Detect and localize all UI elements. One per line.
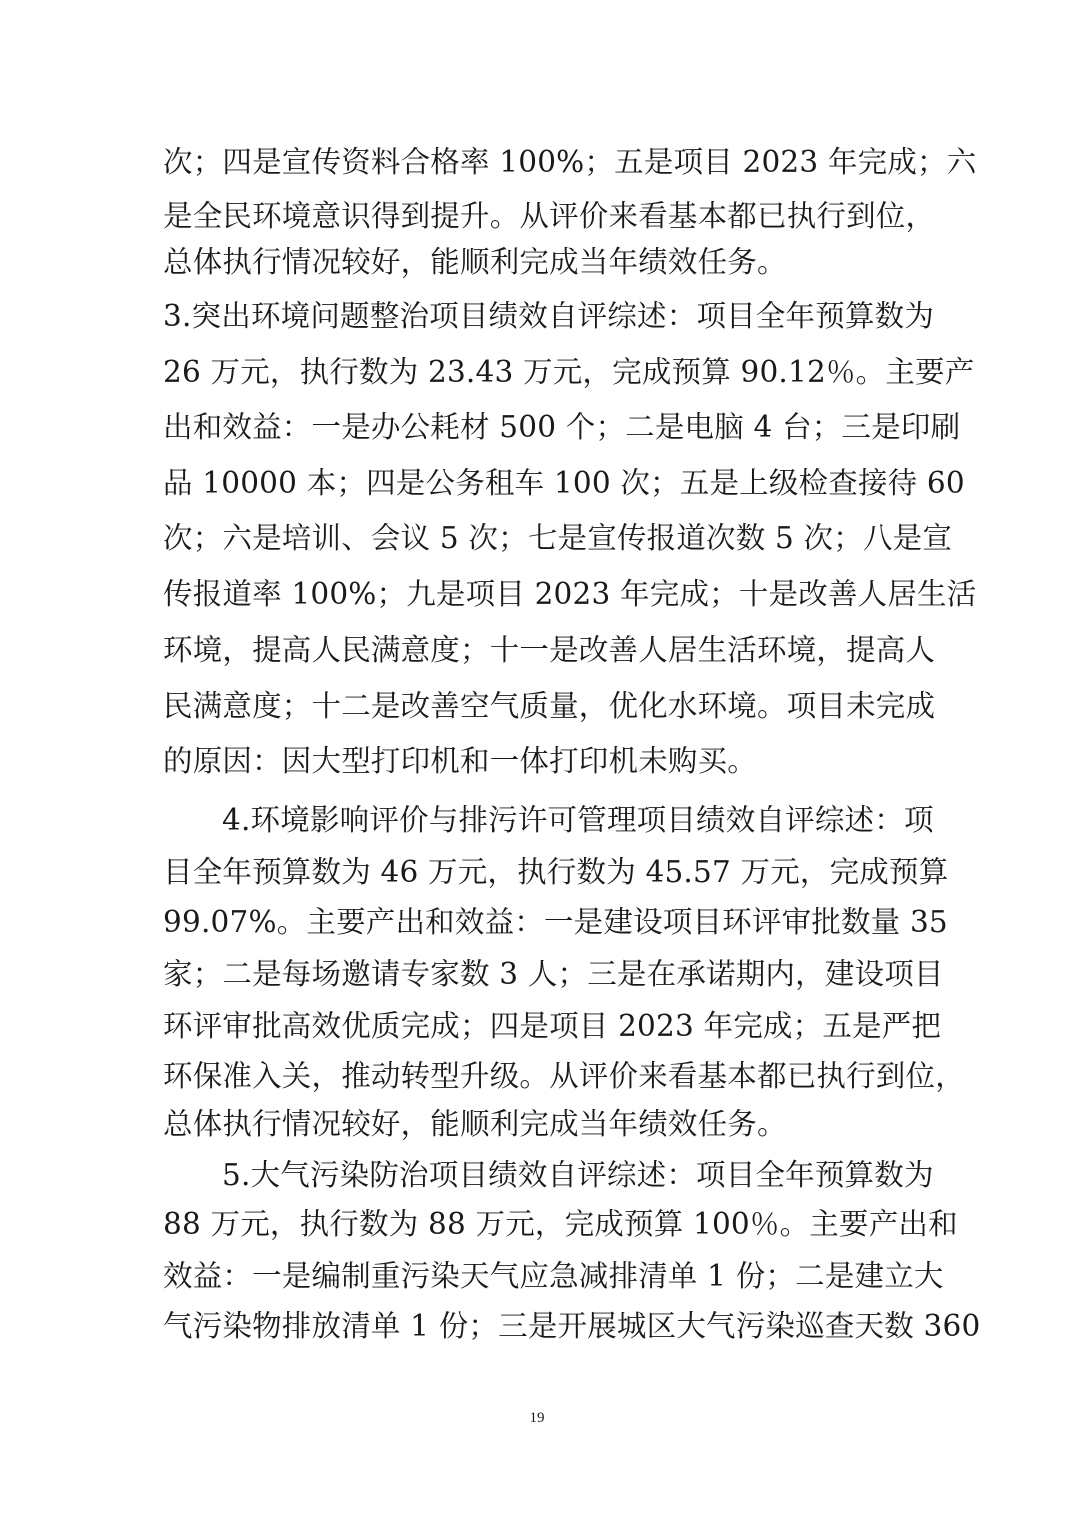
text-line: 目全年预算数为 46 万元，执行数为 45.57 万元，完成预算 [163,855,949,889]
text-line: 气污染物排放清单 1 份；三是开展城区大气污染巡查天数 360 [163,1309,981,1343]
text-line: 88 万元，执行数为 88 万元，完成预算 100％。主要产出和 [163,1207,958,1241]
text-line: 出和效益：一是办公耗材 500 个；二是电脑 4 台；三是印刷 [163,410,961,444]
text-line: 环境，提高人民满意度；十一是改善人居生活环境，提高人 [163,633,936,667]
text-line: 99.07%。主要产出和效益：一是建设项目环评审批数量 35 [163,905,948,939]
text-line: 民满意度；十二是改善空气质量，优化水环境。项目未完成 [163,689,936,723]
text-line: 效益：一是编制重污染天气应急减排清单 1 份；二是建立大 [163,1259,944,1293]
text-line: 4.环境影响评价与排污许可管理项目绩效自评综述：项 [222,803,934,837]
page-number: 19 [529,1410,545,1426]
text-line: 的原因：因大型打印机和一体打印机未购买。 [163,744,758,778]
text-line: 总体执行情况较好，能顺利完成当年绩效任务。 [163,245,787,279]
text-line: 3.突出环境问题整治项目绩效自评综述：项目全年预算数为 [163,299,935,333]
text-line: 次；四是宣传资料合格率 100%；五是项目 2023 年完成；六 [163,145,977,179]
text-line: 环保准入关，推动转型升级。从评价来看基本都已执行到位， [163,1059,965,1093]
text-line: 品 10000 本；四是公务租车 100 次；五是上级检查接待 60 [163,466,965,500]
text-line: 环评审批高效优质完成；四是项目 2023 年完成；五是严把 [163,1009,942,1043]
text-line: 家；二是每场邀请专家数 3 人；三是在承诺期内，建设项目 [163,957,944,991]
text-line: 5.大气污染防治项目绩效自评综述：项目全年预算数为 [222,1158,934,1192]
text-line: 是全民环境意识得到提升。从评价来看基本都已执行到位， [163,199,936,233]
text-line: 26 万元，执行数为 23.43 万元，完成预算 90.12％。主要产 [163,355,975,389]
text-line: 传报道率 100%；九是项目 2023 年完成；十是改善人居生活 [163,577,977,611]
text-line: 次；六是培训、会议 5 次；七是宣传报道次数 5 次；八是宣 [163,521,953,555]
text-line: 总体执行情况较好，能顺利完成当年绩效任务。 [163,1107,787,1141]
